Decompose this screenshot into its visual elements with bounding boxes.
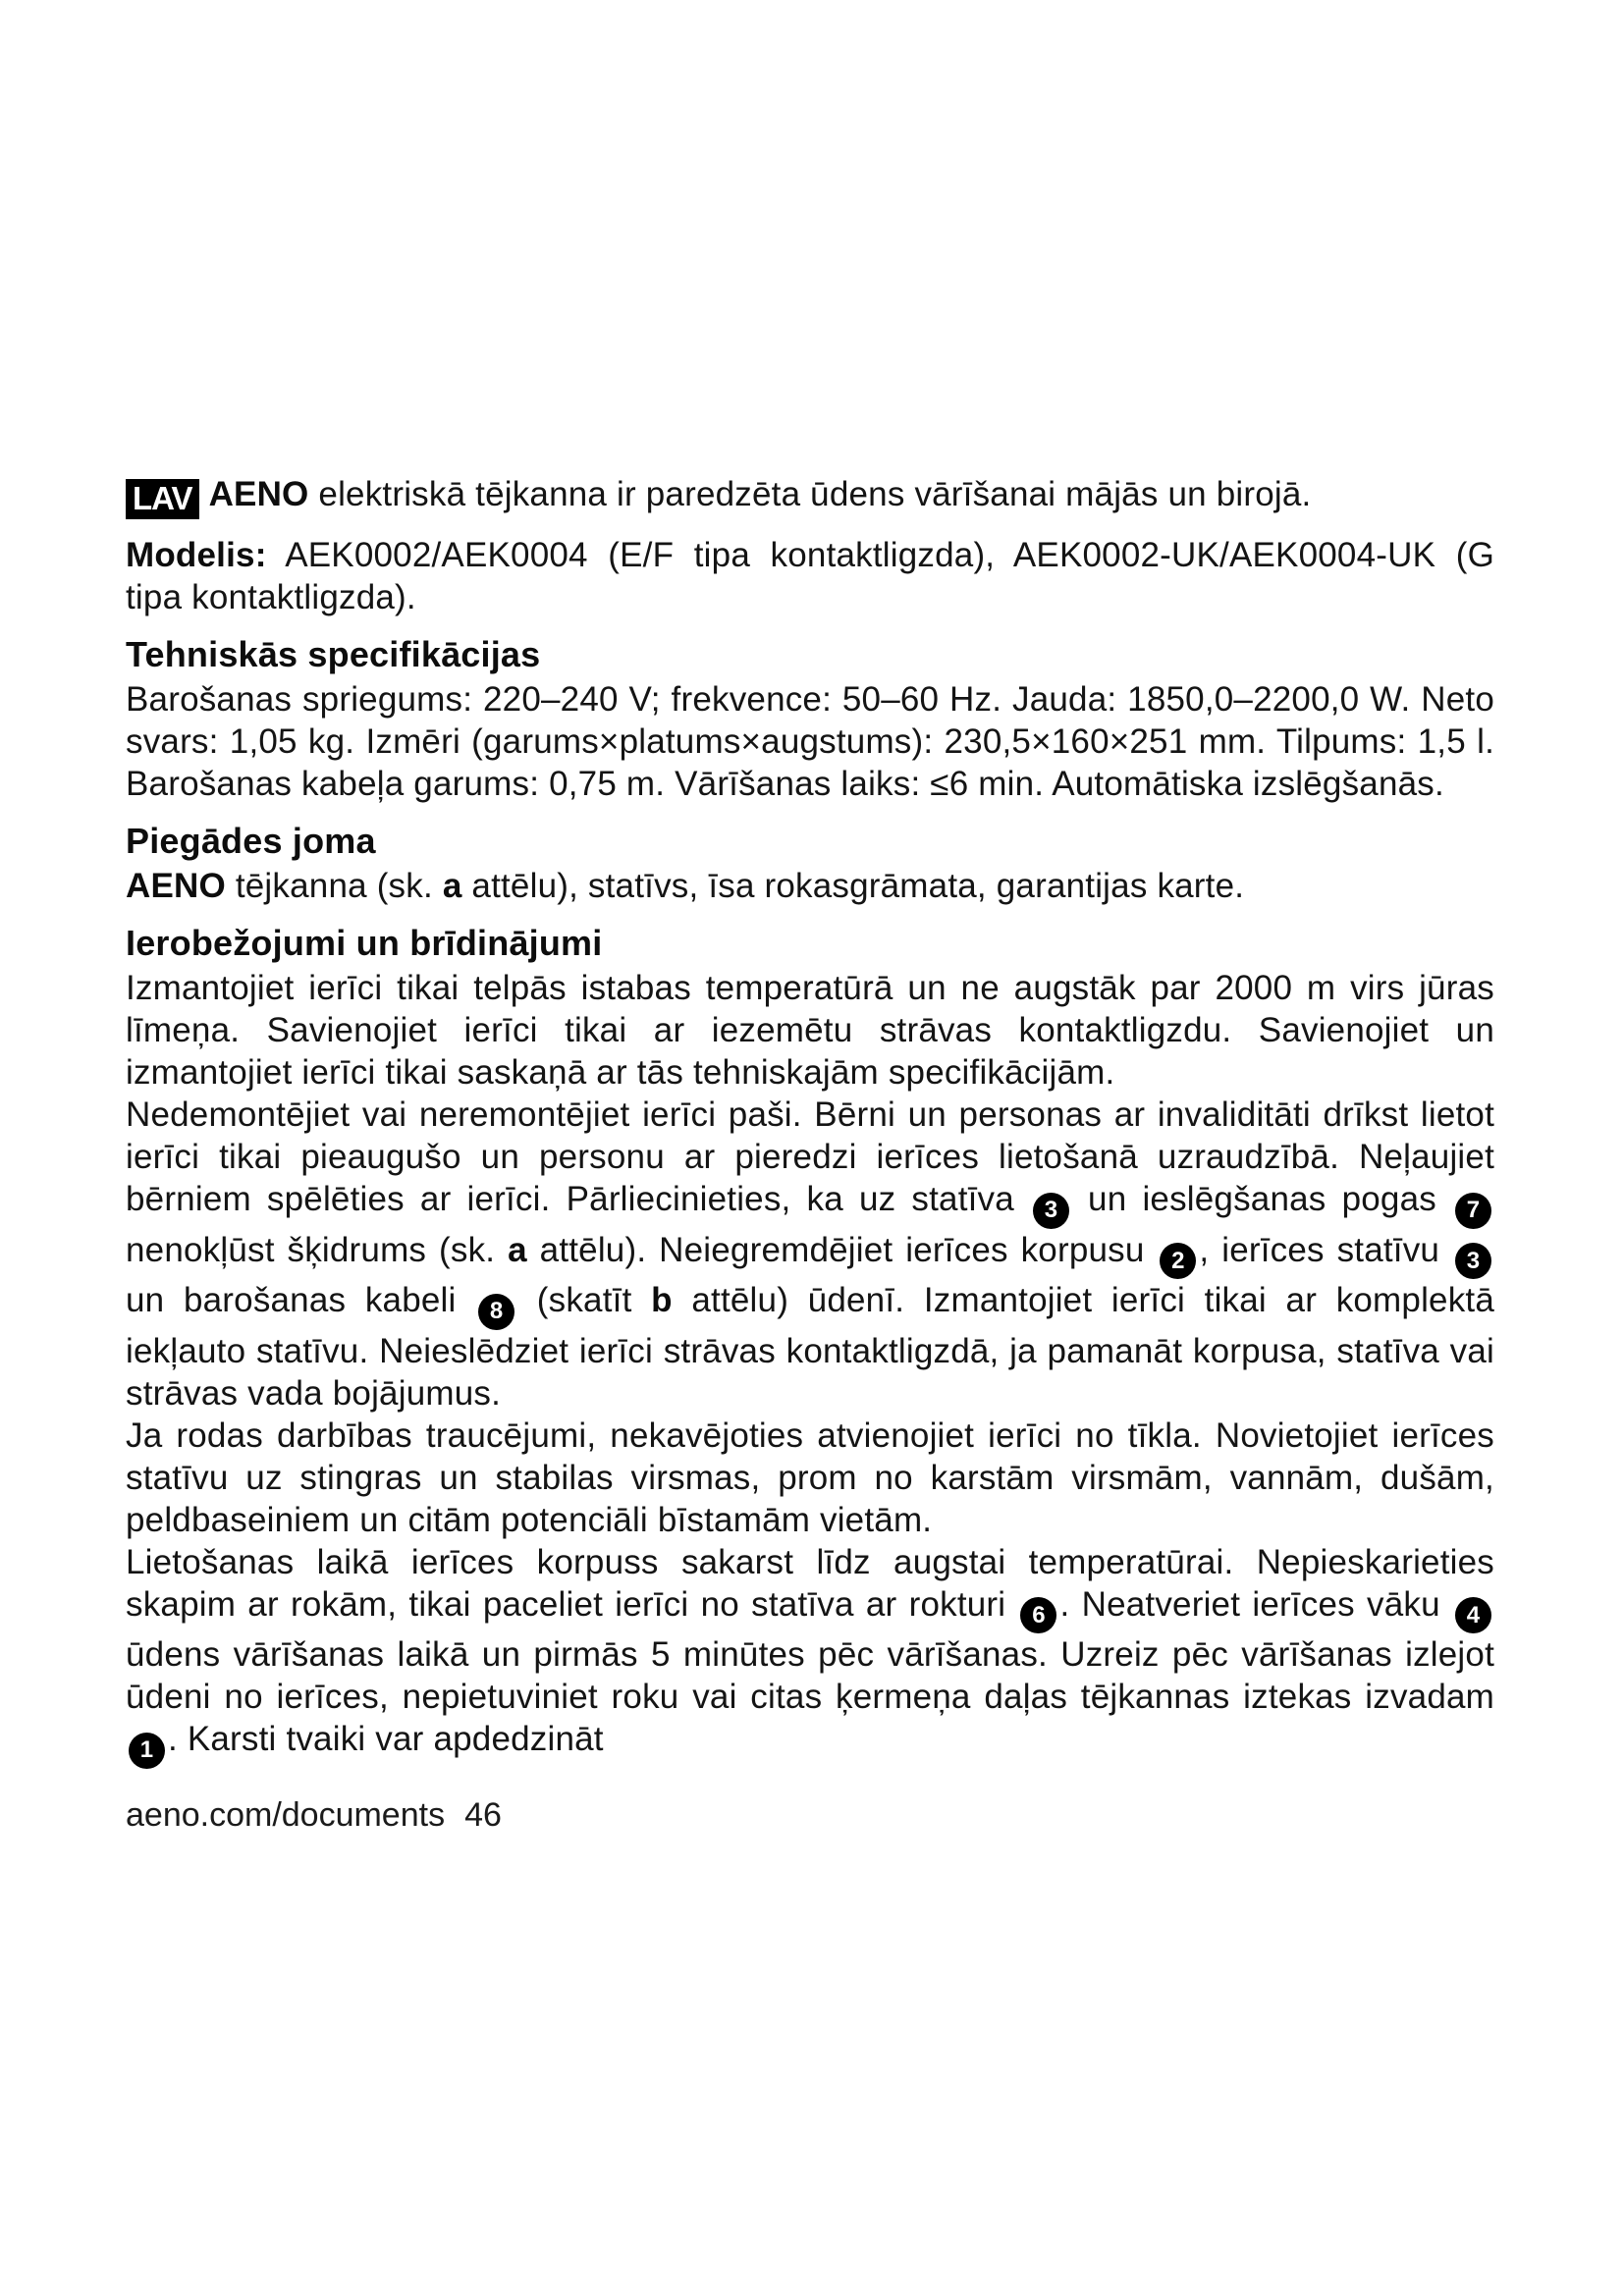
warnings-paragraph-4: Lietošanas laikā ierīces korpuss sakarst līdz augstai temperatūrai. Nepieskarieties skapim ar rokām, tikai paceliet ierīci no statīva ar rokturi 6 . Neatveriet ierīces vāku 4 ūdens vārīšanas laikā un pirmās 5 minūtes pēc vārīšanas. Uzreiz pēc vārīšanas izlejot ūdeni no ierīces, nepietuviniet roku vai citas ķermeņa daļas tējkannas iztekas izvadam 1 . Karsti tvaiki var apdedzināt: [126, 1541, 1494, 1769]
warnings-paragraph-1: Izmantojiet ierīci tikai telpās istabas temperatūrā un ne augstāk par 2000 m virs jūras līmeņa. Savienojiet ierīci tikai ar iezemētu strāvas kontaktligzdu. Savienojiet un izmantojiet ierīci tikai saskaņā ar tās tehniskajām specifikācijām.: [126, 969, 1494, 1092]
language-tag-badge: LAV: [126, 479, 199, 519]
section-heading-delivery: Piegādes joma: [126, 821, 376, 861]
manual-content: [126, 473, 1494, 1769]
circled-number-7-icon: 7: [1455, 1193, 1491, 1229]
specs-paragraph: Barošanas spriegums: 220–240 V; frekvence: 50–60 Hz. Jauda: 1850,0–2200,0 W. Neto svars: 1,05 kg. Izmēri (garums×platums×augstums): 230,5×160×251 mm. Tilpums: 1,5 l. Barošanas kabeļa garums: 0,75 m. Vārīšanas laiks: ≤6 min. Automātiska izslēgšanās.: [126, 680, 1494, 803]
circled-number-3-icon: 3: [1033, 1193, 1069, 1229]
circled-number-3-icon: 3: [1455, 1243, 1491, 1279]
warnings-paragraph-3: Ja rodas darbības traucējumi, nekavējoties atvienojiet ierīci no tīkla. Novietojiet ierīces statīvu uz stingras un stabilas virsmas, prom no karstām virsmām, vannām, dušām, peldbaseiniem un citām potenciāli bīstamām vietām.: [126, 1415, 1494, 1539]
page-number: 46: [464, 1796, 502, 1834]
circled-number-4-icon: 4: [1455, 1597, 1491, 1633]
model-paragraph: Modelis: AEK0002/AEK0004 (E/F tipa kontaktligzda), AEK0002-UK/AEK0004-UK (G tipa kontaktligzda).: [126, 536, 1494, 616]
intro-text: AENO elektriskā tējkanna ir paredzēta ūdens vārīšanai mājās un birojā.: [208, 475, 1312, 513]
circled-number-8-icon: 8: [478, 1294, 514, 1330]
intro-paragraph: [126, 473, 1494, 519]
circled-number-1-icon: 1: [129, 1733, 165, 1769]
delivery-paragraph: AENO tējkanna (sk. a attēlu), statīvs, īsa rokasgrāmata, garantijas karte.: [126, 867, 1245, 905]
footer-url: aeno.com/documents: [126, 1796, 446, 1834]
circled-number-6-icon: 6: [1020, 1597, 1056, 1633]
section-heading-specs: Tehniskās specifikācijas: [126, 634, 541, 674]
warnings-paragraph-2: Nedemontējiet vai neremontējiet ierīci paši. Bērni un personas ar invaliditāti drīkst lietot ierīci tikai pieaugušo un personu ar pieredzi ierīces lietošanā uzraudzībā. Neļaujiet bērniem spēlēties ar ierīci. Pārliecinieties, ka uz statīva 3 un ieslēgšanas pogas 7 nenokļūst šķidrums (sk. a attēlu). Neiegremdējiet ierīces korpusu 2 , ierīces statīvu 3 un barošanas kabeli 8 (skatīt b attēlu) ūdenī. Izmantojiet ierīci tikai ar komplektā iekļauto statīvu. Neieslēdziet ierīci strāvas kontaktligzdā, ja pamanāt korpusa, statīva vai strāvas vada bojājumus.: [126, 1095, 1495, 1413]
section-heading-warnings: Ierobežojumi un brīdinājumi: [126, 923, 603, 963]
page-footer: [126, 1794, 502, 1836]
circled-number-2-icon: 2: [1160, 1243, 1196, 1279]
